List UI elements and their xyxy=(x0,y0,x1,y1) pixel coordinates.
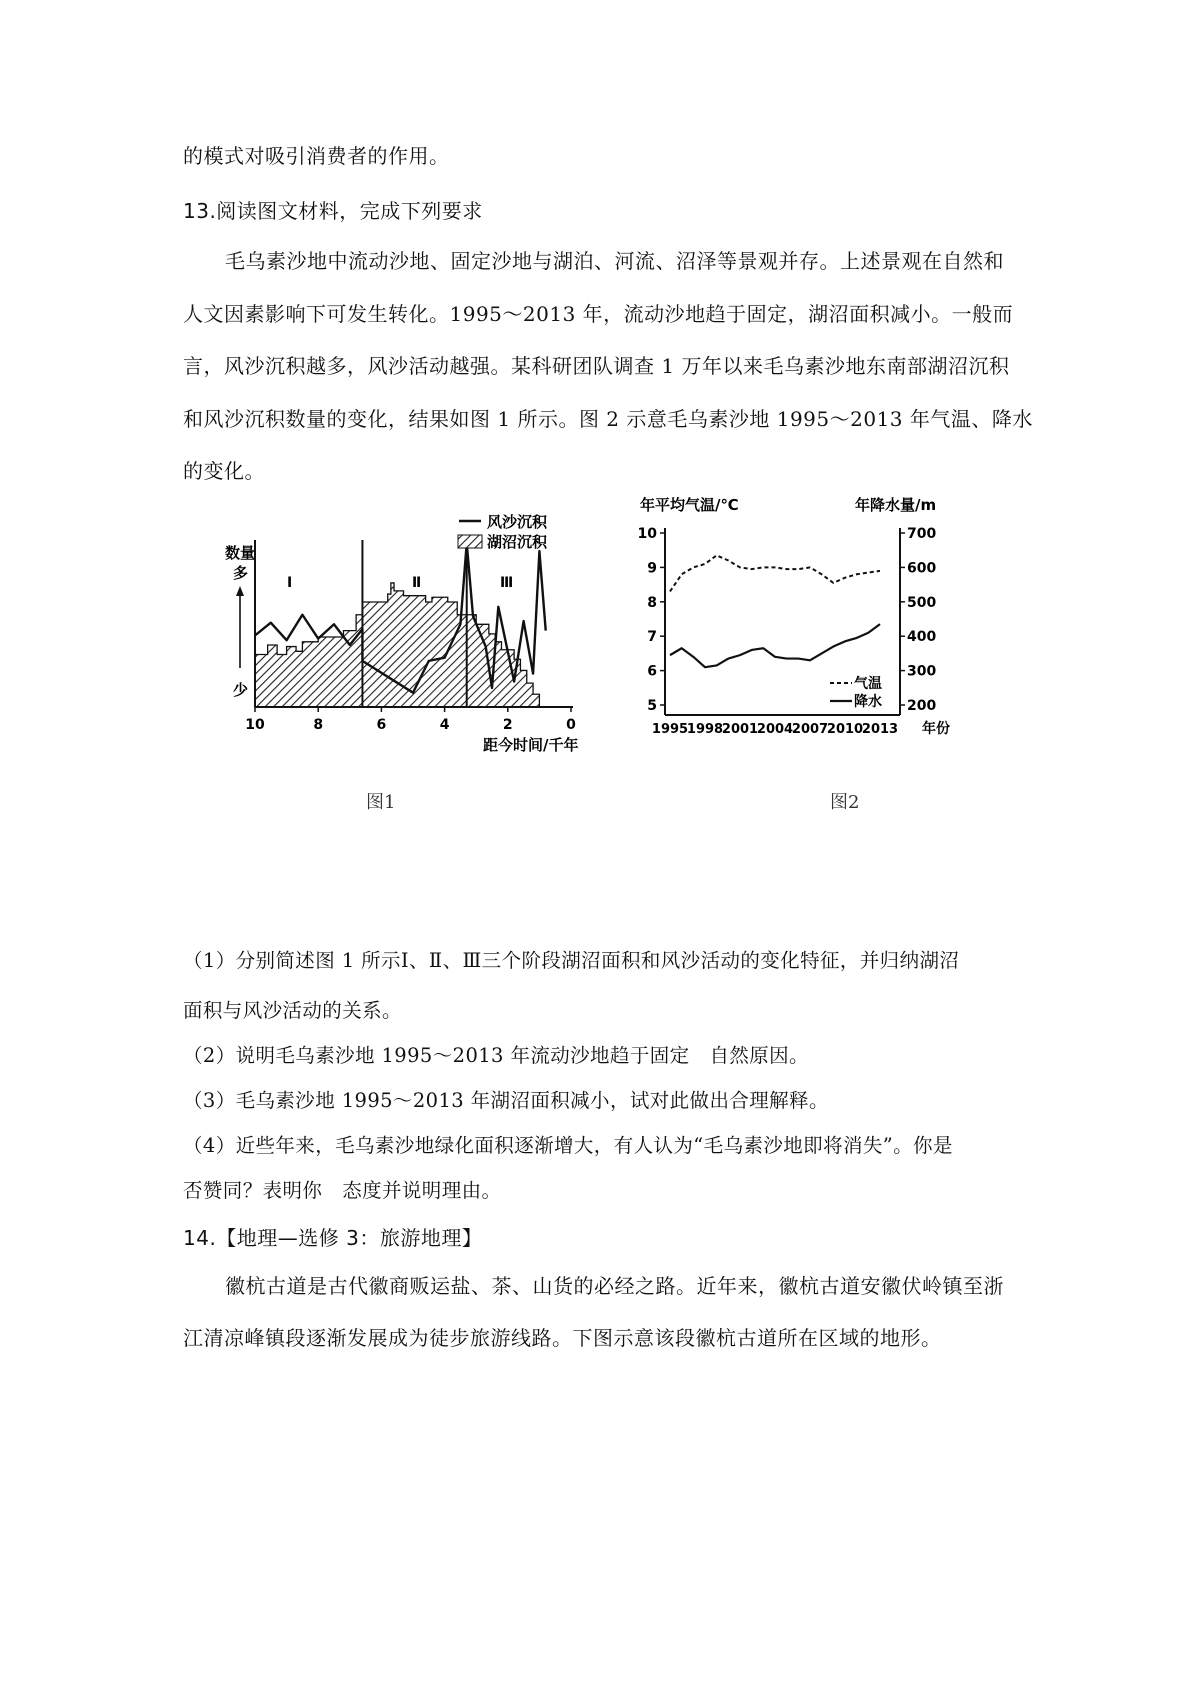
q13-text-line: 的变化。 xyxy=(183,459,265,483)
q13-heading: 13.阅读图文材料，完成下列要求 xyxy=(183,199,483,223)
y-arrow-head xyxy=(236,586,244,596)
question-line: （4）近些年来，毛乌素沙地绿化面积逐渐增大，有人认为“毛乌素沙地即将消失”。你是 xyxy=(183,1134,953,1157)
right-y-tick-label: 700 xyxy=(907,526,937,542)
x-tick-label: 0 xyxy=(566,717,576,733)
x-axis-label: 年份 xyxy=(922,721,950,737)
legend-swatch-lake xyxy=(458,535,482,548)
figure-1-chart xyxy=(225,500,655,820)
y-axis-label: 数量 xyxy=(225,544,256,562)
x-tick-label: 2010 xyxy=(826,722,864,737)
intro-tail-text: 的模式对吸引消费者的作用。 xyxy=(183,144,450,168)
q13-text-line: 言，风沙沉积越多，风沙活动越强。某科研团队调查 1 万年以来毛乌素沙地东南部湖沼沉积 xyxy=(183,354,1010,378)
precipitation-line xyxy=(670,624,880,667)
legend-label-aeolian: 风沙沉积 xyxy=(487,513,548,531)
x-tick-label: 1998 xyxy=(686,722,724,737)
x-axis-label: 距今时间/千年 xyxy=(483,736,579,754)
right-y-tick-label: 200 xyxy=(907,698,937,714)
left-y-tick-label: 9 xyxy=(647,560,657,577)
right-y-tick-label: 500 xyxy=(907,594,937,611)
x-tick-label: 2013 xyxy=(861,722,899,737)
question-line: 面积与风沙活动的关系。 xyxy=(183,999,402,1022)
right-y-tick-label: 600 xyxy=(907,560,937,577)
stage-label-3: Ⅲ xyxy=(500,575,514,591)
legend-label-precip: 降水 xyxy=(854,694,882,710)
stage-label-2: Ⅱ xyxy=(412,575,422,591)
left-y-tick-label: 7 xyxy=(647,629,657,646)
x-tick-label: 2001 xyxy=(721,722,759,737)
question-line: （2）说明毛乌素沙地 1995～2013 年流动沙地趋于固定 自然原因。 xyxy=(183,1044,809,1067)
y-low-label: 少 xyxy=(233,681,249,699)
left-y-tick-label: 8 xyxy=(647,594,657,611)
q13-text-line: 人文因素影响下可发生转化。1995～2013 年，流动沙地趋于固定，湖沼面积减小。一般而 xyxy=(183,302,1014,326)
legend-label-temp: 气温 xyxy=(854,676,882,692)
x-tick-label: 1995 xyxy=(651,722,689,737)
left-y-axis-label: 年平均气温/℃ xyxy=(640,496,739,514)
question-line: （1）分别简述图 1 所示Ⅰ、Ⅱ、Ⅲ三个阶段湖沼面积和风沙活动的变化特征，并归纳湖沼 xyxy=(183,949,960,972)
x-tick-label: 2 xyxy=(502,717,513,733)
q13-text-line: 毛乌素沙地中流动沙地、固定沙地与湖泊、河流、沼泽等景观并存。上述景观在自然和 xyxy=(225,249,1004,273)
x-tick-label: 4 xyxy=(439,717,450,733)
figure-1-caption: 图1 xyxy=(366,792,396,813)
x-tick-label: 2007 xyxy=(791,722,829,737)
legend-label-lake: 湖沼沉积 xyxy=(487,533,548,551)
stage-label-1: Ⅰ xyxy=(287,575,293,591)
right-y-tick-label: 400 xyxy=(907,629,937,646)
q14-text-line: 徽杭古道是古代徽商贩运盐、茶、山货的必经之路。近年来，徽杭古道安徽伏岭镇至浙 xyxy=(225,1274,1004,1298)
x-tick-label: 2004 xyxy=(756,722,794,737)
left-y-tick-label: 6 xyxy=(647,663,657,680)
left-y-tick-label: 5 xyxy=(647,698,657,714)
left-y-tick-label: 10 xyxy=(637,526,657,542)
x-tick-label: 8 xyxy=(313,717,324,733)
figure-2-caption: 图2 xyxy=(830,792,860,813)
x-tick-label: 6 xyxy=(376,717,387,733)
x-tick-label: 10 xyxy=(245,717,265,733)
lake-sediment-area xyxy=(255,583,539,707)
right-y-tick-label: 300 xyxy=(907,663,937,680)
q14-text-line: 江清凉峰镇段逐渐发展成为徒步旅游线路。下图示意该段徽杭古道所在区域的地形。 xyxy=(183,1326,942,1350)
q14-heading: 14.【地理—选修 3：旅游地理】 xyxy=(183,1226,483,1250)
question-line: 否赞同？表明你 态度并说明理由。 xyxy=(183,1179,502,1202)
y-high-label: 多 xyxy=(233,564,249,582)
question-line: （3）毛乌素沙地 1995～2013 年湖沼面积减小，试对此做出合理解释。 xyxy=(183,1089,829,1112)
right-y-axis-label: 年降水量/m xyxy=(855,496,937,514)
temperature-line xyxy=(670,555,880,591)
figure-2-chart xyxy=(637,490,1080,750)
q13-text-line: 和风沙沉积数量的变化，结果如图 1 所示。图 2 示意毛乌素沙地 1995～2013 年气温、降水 xyxy=(183,407,1033,431)
